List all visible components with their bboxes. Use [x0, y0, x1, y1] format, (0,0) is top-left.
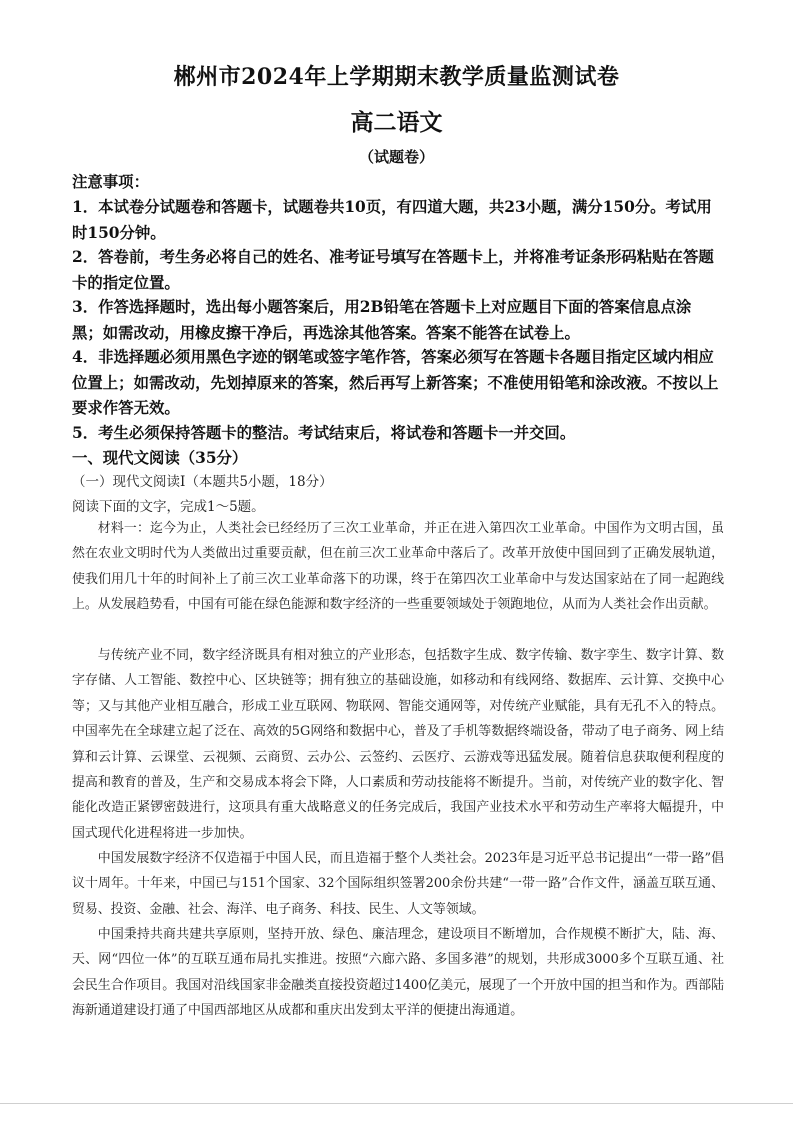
section-heading: 一、现代文阅读（35分） [72, 449, 248, 467]
passage-paragraph: 与传统产业不同，数字经济既具有相对独立的产业形态，包括数字生成、数字传输、数字孪生、数字计算、数字存储、人工智能、数控中心、区块链等；拥有独立的基础设施，如移动和有线网络、数据库、云计算、交换中心等；又与其他产业相互融合，形成工业互联网、物联网、智能交通网等，对传统产业赋能，具有无孔不入的特点。中国率先在全球建立起了泛在、高效的5G网络和数据中心，普及了手机等数据终端设备，带动了电子商务、网上结算和云计算、云课堂、云视频、云商贸、云办公、云签约、云医疗、云游戏等迅猛发展。随着信息获取便利程度的提高和教育的普及，生产和交易成本将会下降，人口素质和劳动技能将不断提升。当前，对传统产业的数字化、智能化改造正紧锣密鼓进行，这项具有重大战略意义的任务完成后，我国产业技术水平和劳动生产率将大幅提升，中国式现代化进程将进一步加快。 [72, 648, 724, 841]
note-item: 1．本试卷分试题卷和答题卡，试题卷共10页，有四道大题，共23小题，满分150分。考试用时150分钟。 [72, 198, 712, 242]
reading-instruction: 阅读下面的文字，完成1～5题。 [72, 499, 265, 515]
note-item: 5．考生必须保持答题卡的整洁。考试结束后，将试卷和答题卡一并交回。 [72, 424, 576, 442]
notes-heading: 注意事项： [72, 173, 149, 191]
subsection-heading: （一）现代文阅读Ⅰ（本题共5小题，18分） [72, 474, 333, 490]
page-bottom-divider [0, 1103, 793, 1104]
passage-paragraph: 中国秉持共商共建共享原则，坚持开放、绿色、廉洁理念，建设项目不断增加，合作规模不断扩大，陆、海、天、网“四位一体”的互联互通布局扎实推进。按照“六廊六路、多国多港”的规划，共形成3000多个互联互通、社会民生合作项目。我国对沿线国家非金融类直接投资超过1400亿美元，展现了一个开放中国的担当和作为。西部陆海新通道建设打通了中国西部地区从成都和重庆出发到太平洋的便捷出海通道。 [72, 927, 724, 1019]
subject-title: 高二语文 [350, 109, 443, 136]
passage-paragraph: 中国发展数字经济不仅造福于中国人民，而且造福于整个人类社会。2023年是习近平总书记提出“一带一路”倡议十周年。十年来，中国已与151个国家、32个国际组织签署200余份共建“一带一路”合作文件，涵盖互联互通、贸易、投资、金融、社会、海洋、电子商务、科技、民生、人文等领域。 [72, 851, 724, 917]
passage-paragraph: 材料一：迄今为止，人类社会已经经历了三次工业革命，并正在进入第四次工业革命。中国作为文明古国，虽然在农业文明时代为人类做出过重要贡献，但在前三次工业革命中落后了。改革开放使中国回到了正确发展轨道，使我们用几十年的时间补上了前三次工业革命落下的功课，终于在第四次工业革命中与发达国家站在了同一起跑线上。从发展趋势看，中国有可能在绿色能源和数字经济的一些重要领域处于领跑地位，从而为人类社会作出贡献。 [72, 521, 724, 613]
note-item: 3．作答选择题时，选出每小题答案后，用2B铅笔在答题卡上对应题目下面的答案信息点涂黑；如需改动，用橡皮擦干净后，再选涂其他答案。答案不能答在试卷上。 [72, 298, 692, 342]
note-item: 2．答卷前，考生务必将自己的姓名、准考证号填写在答题卡上，并将准考证条形码粘贴在答题卡的指定位置。 [72, 248, 714, 292]
paper-type-label: （试题卷） [358, 148, 434, 166]
note-item: 4．非选择题必须用黑色字迹的钢笔或签字笔作答，答案必须写在答题卡各题目指定区域内相应位置上；如需改动，先划掉原来的答案，然后再写上新答案；不准使用铅笔和涂改液。不按以上要求作答无效。 [72, 348, 719, 417]
exam-title: 郴州市2024年上学期期末教学质量监测试卷 [173, 64, 620, 90]
